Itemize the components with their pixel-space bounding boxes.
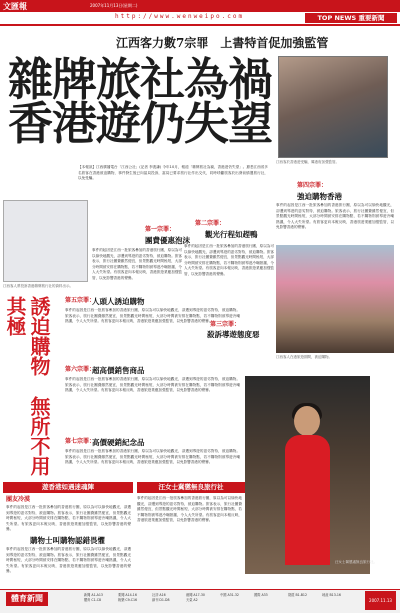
main-headline-line2: 香港遊仍失望: [8, 97, 273, 150]
left-box-body-2: 事件的起因是江西一批旅客參加的香港旅行團，原以為可以愉快地觀光，卻遭到導遊的惡劣對待，被迫購物。旅客表示，旅行社團費雖然便宜，但景點觀光時間極短，大部分時間被安排在購物點，若不購物則被導遊冷嘲熱諷，令人大失所望。有旅客更向本報反映，香港旅遊業應加強監管，以免影響香港的聲譽。: [6, 547, 131, 573]
top-news-tab[interactable]: TOP NEWS 重要新聞: [305, 13, 397, 23]
main-headline-line1: 雜牌旅社為禍: [8, 53, 273, 106]
crime2-title: 觀光行程如趕鴨: [205, 230, 258, 239]
footer-row[interactable]: 副刊 D1-D8: [152, 598, 170, 602]
crime5-title: 人頭人誘迫購物: [92, 297, 145, 306]
crime2-label: 第二宗罪：: [195, 220, 226, 227]
footer-row[interactable]: 中國 A31-32: [220, 593, 239, 597]
footer-row[interactable]: 國際 A33: [254, 593, 268, 597]
footer-row[interactable]: 娛樂 C9-C16: [118, 598, 138, 602]
footer-calendar: 2007.11.13: [365, 591, 396, 610]
lede-paragraph: 【本報訊】江西廣播電台「江西公社」(記者 李浚謙) 今年10月，報道「雜牌旅社為禍，香港遊仍失望」。據悉江西省多名旅客在香港被迫購物，事件發生後已向當局投訴，當局已要求旅行社作出交代，同時呼籲旅客於出發前慎選旅行社，以免受騙。: [78, 165, 268, 180]
crime2-body: 事件的起因是江西一批旅客參加的香港旅行團，原以為可以愉快地觀光，卻遭到導遊的惡劣對待，被迫購物。旅客表示，旅行社團費雖然便宜，但景點觀光時間極短，大部分時間被安排在購物點，若不購物則被導遊冷嘲熱諷，令人大失所望。有旅客更向本報反映，香港旅遊業應加強監管，以免影響香港的聲譽。: [184, 244, 274, 276]
footer-section-logo: 體育新聞: [6, 592, 48, 606]
woman-caption: 汪女士冀懲處無良旅行社。: [335, 560, 377, 564]
crime1-label: 第一宗罪：: [145, 226, 176, 233]
footer-page-index: [84, 593, 368, 603]
footer-row[interactable]: 體育 C1-C8: [84, 598, 102, 602]
side-vertical-header: 誘迫購物 無所不用其極: [3, 296, 51, 476]
left-box-subhead: 購物士叫購物認錯畏懼: [30, 536, 105, 545]
crime6-label: 第六宗罪：: [65, 366, 96, 373]
crime1-body: 事件的起因是江西一批旅客參加的香港旅行團，原以為可以愉快地觀光，卻遭到導遊的惡劣對待，被迫購物。旅客表示，旅行社團費雖然便宜，但景點觀光時間極短，大部分時間被安排在購物點，若不購物則被導遊冷嘲熱諷，令人大失所望。有旅客更向本報反映，香港旅遊業應加強監管，以免影響香港的聲譽。: [92, 248, 182, 280]
crime4-title: 強迫購物香港: [297, 192, 342, 201]
crime7-body: 事件的起因是江西一批旅客參加的香港旅行團，原以為可以愉快地觀光，卻遭到導遊的惡劣對待，被迫購物。旅客表示，旅行社團費雖然便宜，但景點觀光時間極短，大部分時間被安排在購物點，若不購物則被導遊冷嘲熱諷，令人大失所望。有旅客更向本報反映，香港旅遊業應加強監管，以免影響香港的聲譽。: [65, 449, 240, 464]
footer-row[interactable]: 社評 A16: [152, 593, 166, 597]
main-headline: [8, 53, 273, 150]
crime7-title: 高價硬銷紀念品: [92, 438, 145, 447]
crime6-title: 超高價銷售商品: [92, 366, 145, 375]
footer-row[interactable]: 天氣 A2: [186, 598, 198, 602]
photo-caption-top: 江西客於香港遊受騙，冀港府加強監管。: [276, 160, 339, 164]
masthead-bar: [0, 0, 400, 12]
woman-photo: [245, 376, 370, 574]
crime5-body: 事件的起因是江西一批旅客參加的香港旅行團，原以為可以愉快地觀光，卻遭到導遊的惡劣對待，被迫購物。旅客表示，旅行社團費雖然便宜，但景點觀光時間極短，大部分時間被安排在購物點，若不購物則被導遊冷嘲熱諷，令人大失所望。有旅客更向本報反映，香港旅遊業應加強監管，以免影響香港的聲譽。: [65, 308, 240, 323]
footer-row[interactable]: 要聞 A14-16: [118, 593, 137, 597]
left-box-sub: 團友冷漠: [6, 496, 31, 503]
date-line: 2007年11月13日(星期二): [90, 3, 138, 8]
crime3-title: 殺訴導遊態度惡: [207, 330, 260, 339]
footer-row[interactable]: 財經 B1-B12: [288, 593, 307, 597]
crowd-photo: [276, 245, 394, 353]
crime5-label: 第五宗罪：: [65, 297, 96, 304]
top-news-photo: [278, 56, 388, 158]
left-box-title: 遊香港如遇迷魂陣: [3, 482, 133, 493]
right-box-title: 汪女士冀懲無良旅行社: [137, 482, 245, 493]
crowd-caption: 江西客人在港旅遊期間，被迫購物。: [276, 355, 332, 359]
documents-photo: [3, 200, 88, 282]
crime4-label: 第四宗罪：: [297, 182, 328, 189]
brand-logo: 文匯報: [3, 1, 27, 11]
left-box-body: 事件的起因是江西一批旅客參加的香港旅行團，原以為可以愉快地觀光，卻遭到導遊的惡劣對待，被迫購物。旅客表示，旅行社團費雖然便宜，但景點觀光時間極短，大部分時間被安排在購物點，若不購物則被導遊冷嘲熱諷，令人大失所望。有旅客更向本報反映，香港旅遊業應加強監管，以免影響香港的聲譽。: [6, 505, 131, 531]
right-box-body: 事件的起因是江西一批旅客參加的香港旅行團，原以為可以愉快地觀光，卻遭到導遊的惡劣對待，被迫購物。旅客表示，旅行社團費雖然便宜，但景點觀光時間極短，大部分時間被安排在購物點，若不購物則被導遊冷嘲熱諷，令人大失所望。有旅客更向本報反映，香港旅遊業應加強監管，以免影響香港的聲譽。: [137, 496, 242, 522]
documents-caption: 江西客人將投訴香港雜牌旅行社的資料出示。: [3, 284, 73, 288]
footer-row[interactable]: 地產 B13-16: [322, 593, 341, 597]
crime4-body: 事件的起因是江西一批旅客參加的香港旅行團，原以為可以愉快地觀光，卻遭到導遊的惡劣對待，被迫購物。旅客表示，旅行社團費雖然便宜，但景點觀光時間極短，大部分時間被安排在購物點，若不購物則被導遊冷嘲熱諷，令人大失所望。有旅客更向本報反映，香港旅遊業應加強監管，以免影響香港的聲譽。: [276, 203, 394, 229]
crime6-body: 事件的起因是江西一批旅客參加的香港旅行團，原以為可以愉快地觀光，卻遭到導遊的惡劣對待，被迫購物。旅客表示，旅行社團費雖然便宜，但景點觀光時間極短，大部分時間被安排在購物點，若不購物則被導遊冷嘲熱諷，令人大失所望。有旅客更向本報反映，香港旅遊業應加強監管，以免影響香港的聲譽。: [65, 377, 240, 392]
woman-figure: [285, 406, 330, 566]
crime3-label: 第三宗罪：: [210, 321, 241, 328]
footer-row[interactable]: 新聞 A1-A13: [84, 593, 103, 597]
footer-row[interactable]: 港聞 A17-30: [186, 593, 205, 597]
upper-headline: 江西客力數7宗罪 上書特首促加強監管: [116, 36, 329, 50]
crime7-label: 第七宗罪：: [65, 438, 96, 445]
site-url[interactable]: http://www.wenweipo.com: [115, 13, 245, 20]
crime1-title: 團費優惠泡沫: [145, 236, 190, 245]
divider-rule: [0, 24, 400, 26]
